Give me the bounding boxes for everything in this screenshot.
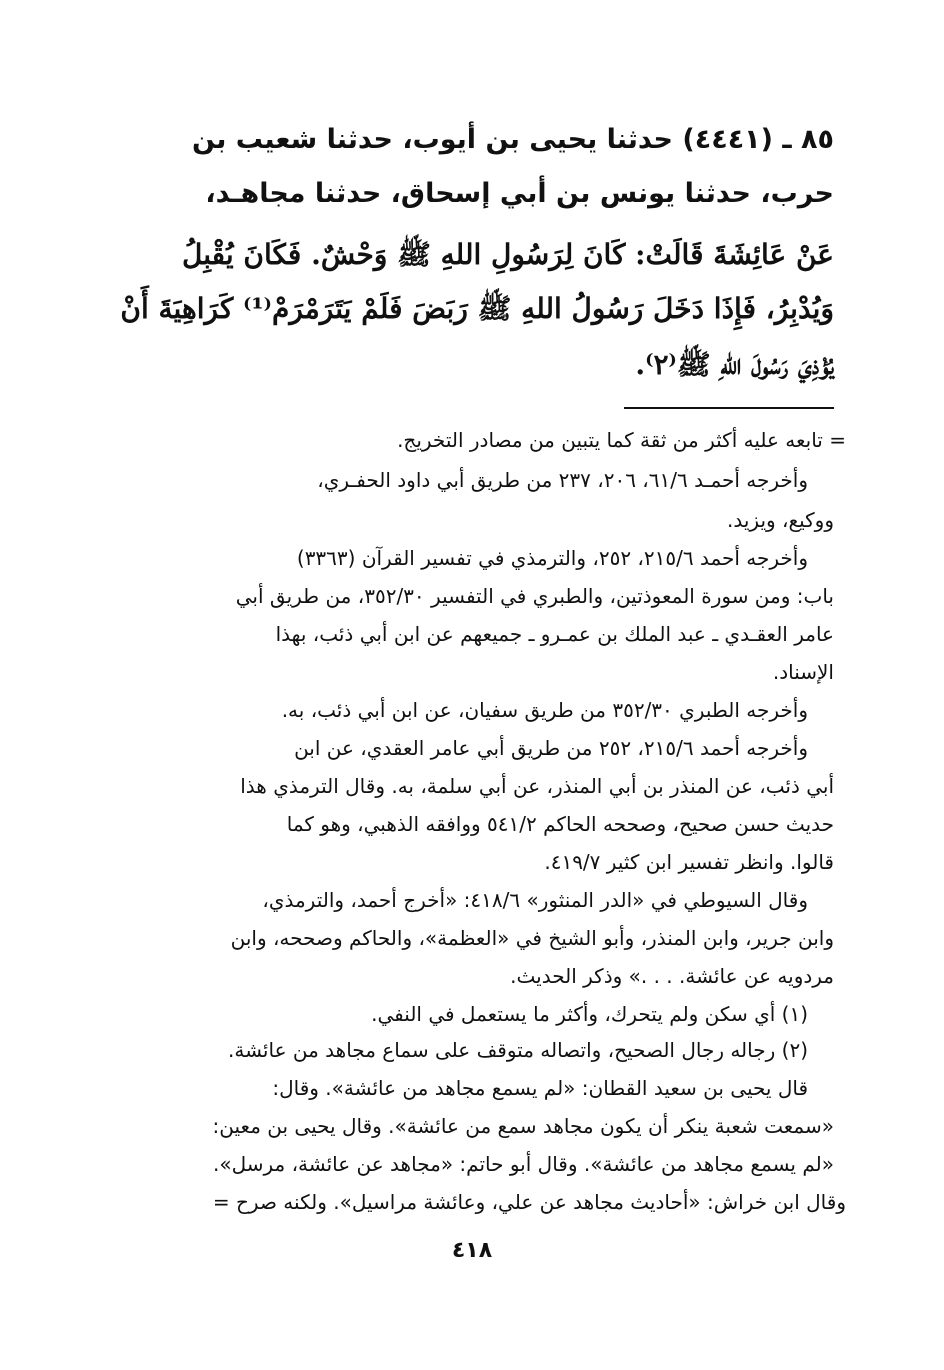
footnote-line: وأخرجه أحمد ٢١٥/٦، ٢٥٢، والترمذي في تفسير القرآن (٣٣٦٣) bbox=[296, 546, 808, 570]
footnote-line: قال يحيى بن سعيد القطان: «لم يسمع مجاهد من عائشة». وقال: bbox=[272, 1076, 808, 1100]
page-number: ٤١٨ bbox=[451, 1238, 493, 1263]
footnote-line: وأخرجه أحمـد ٦١/٦، ٢٠٦، ٢٣٧ من طريق أبي داود الحفـري، bbox=[317, 468, 808, 492]
footnote-line: أبي ذئب، عن المنذر بن أبي المنذر، عن أبي سلمة، به. وقال الترمذي هذا bbox=[240, 774, 834, 798]
footnote-line: قالوا. وانظر تفسير ابن كثير ٤١٩/٧. bbox=[544, 850, 834, 874]
footnote-line: باب: ومن سورة المعوذتين، والطبري في التفسير ٣٥٢/٣٠، من طريق أبي bbox=[235, 584, 834, 608]
footnote-line: «لم يسمع مجاهد من عائشة». وقال أبو حاتم: «مجاهد عن عائشة، مرسل». bbox=[212, 1152, 834, 1176]
footnote-line: ووكيع، ويزيد. bbox=[726, 508, 834, 532]
footnote-line: وقال ابن خراش: «أحاديث مجاهد عن علي، وعائشة مراسيل». ولكنه صرح = bbox=[212, 1190, 846, 1214]
hadith-line-3: يُؤْذِيَ رَسُولَ اللهِ ﷺ⁽٢⁾. bbox=[635, 348, 834, 381]
footnote-line: وأخرجه أحمد ٢١٥/٦، ٢٥٢ من طريق أبي عامر العقدي، عن ابن bbox=[294, 736, 808, 760]
hadith-line-2: وَيُدْبِرُ، فَإِذَا دَخَلَ رَسُولُ اللهِ ﷺ رَبَضَ فَلَمْ يَتَرَمْرَمْ⁽¹⁾ كَرَاهِيَةَ أَنْ bbox=[120, 292, 834, 325]
footnote-line: مردويه عن عائشة. . . .» وذكر الحديث. bbox=[510, 964, 834, 988]
footnote-separator bbox=[624, 407, 834, 409]
isnad-line-2: حرب، حدثنا يونس بن أبي إسحاق، حدثنا مجاهـد، bbox=[205, 178, 834, 209]
footnote-line: حديث حسن صحيح، وصححه الحاكم ٥٤١/٢ ووافقه الذهبي، وهو كما bbox=[286, 812, 834, 836]
footnote-line: الإسناد. bbox=[772, 660, 834, 684]
footnote-2: (٢) رجاله رجال الصحيح، واتصاله متوقف على سماع مجاهد من عائشة. bbox=[228, 1038, 808, 1062]
footnote-line: «سمعت شعبة ينكر أن يكون مجاهد سمع من عائشة». وقال يحيى بن معين: bbox=[212, 1114, 834, 1138]
footnote-line: وابن جرير، وابن المنذر، وأبو الشيخ في «العظمة»، والحاكم وصححه، وابن bbox=[230, 926, 834, 950]
footnote-line: وأخرجه الطبري ٣٥٢/٣٠ من طريق سفيان، عن ابن أبي ذئب، به. bbox=[281, 698, 808, 722]
footnote-1: (١) أي سكن ولم يتحرك، وأكثر ما يستعمل في النفي. bbox=[371, 1002, 808, 1026]
isnad-line-1: ٨٥ ـ (٤٤٤١) حدثنا يحيى بن أيوب، حدثنا شعيب بن bbox=[191, 124, 834, 155]
footnote-line: عامر العقـدي ـ عبد الملك بن عمـرو ـ جميعهم عن ابن أبي ذئب، بهذا bbox=[275, 622, 834, 646]
footnote-line: = تابعه عليه أكثر من ثقة كما يتبين من مصادر التخريج. bbox=[397, 428, 846, 452]
hadith-line-1: عَنْ عَائِشَةَ قَالَتْ: كَانَ لِرَسُولِ اللهِ ﷺ وَحْشٌ. فَكَانَ يُقْبِلُ bbox=[182, 238, 834, 271]
footnote-line: وقال السيوطي في «الدر المنثور» ٤١٨/٦: «أخرج أحمد، والترمذي، bbox=[262, 888, 808, 912]
